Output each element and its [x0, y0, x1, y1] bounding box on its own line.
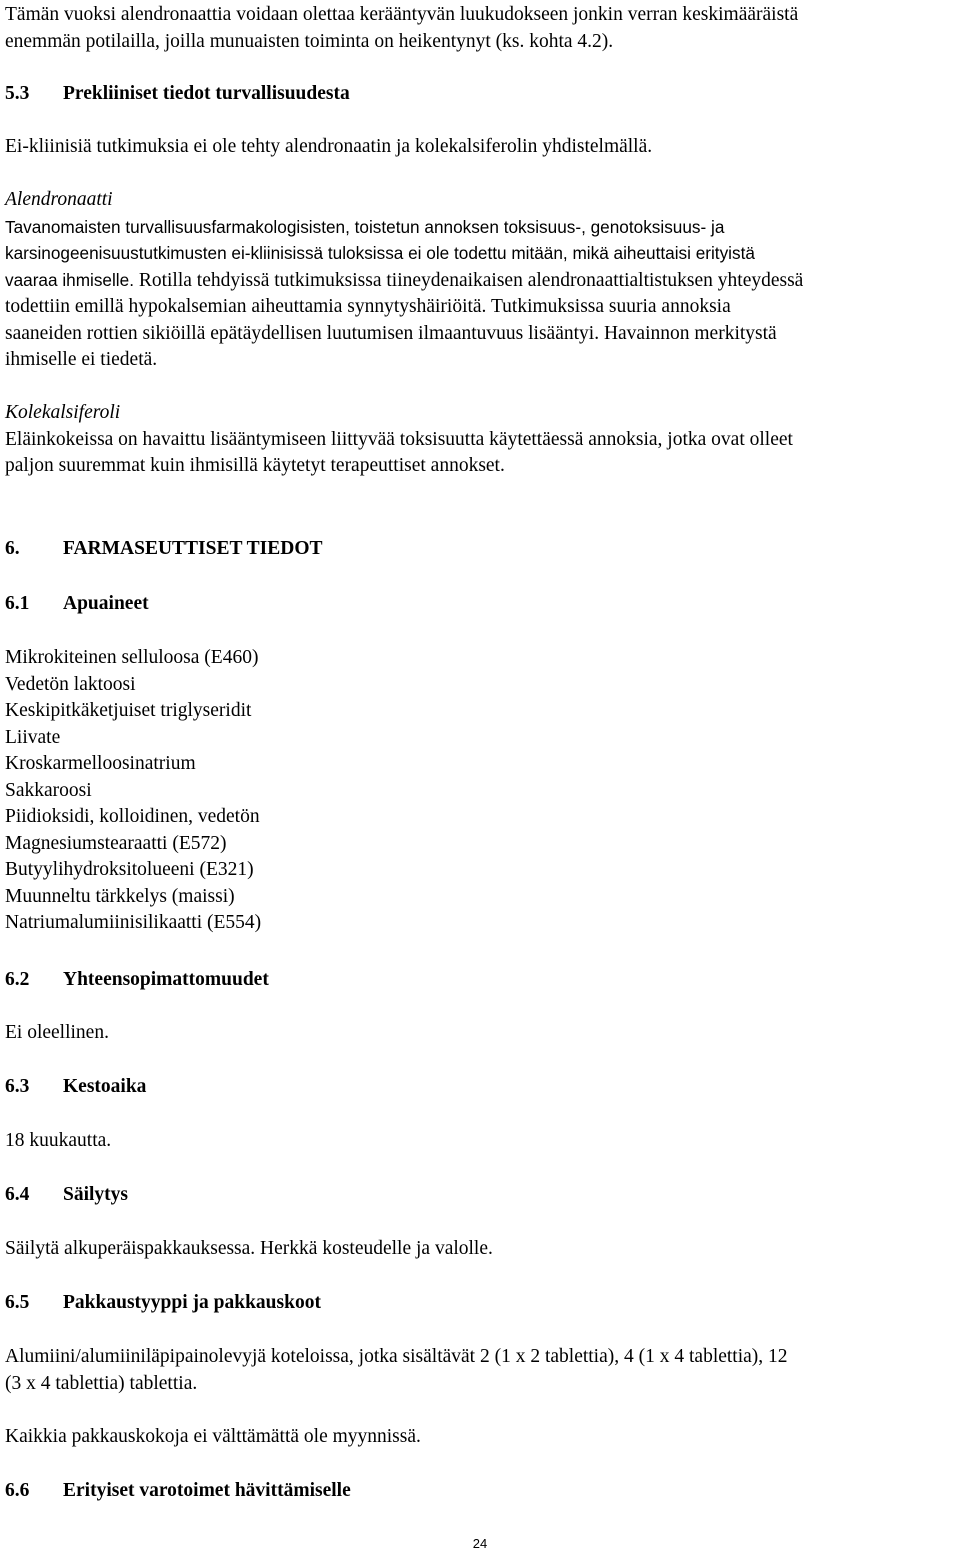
- section-title: Erityiset varotoimet hävittämiselle: [63, 1480, 351, 1501]
- section-number: 6.5: [5, 1292, 30, 1313]
- section-title: Pakkaustyyppi ja pakkauskoot: [63, 1292, 321, 1313]
- section-number: 6.: [5, 538, 20, 559]
- list-item: Natriumalumiinisilikaatti (E554): [5, 912, 262, 933]
- section-title: Prekliiniset tiedot turvallisuudesta: [63, 83, 350, 104]
- excipient-list: [5, 645, 261, 937]
- section-title: Yhteensopimattomuudet: [63, 969, 269, 990]
- section-heading-6-6: [5, 1478, 351, 1505]
- alendronaatti-block: [5, 187, 803, 374]
- section-heading-6-2: [5, 967, 269, 994]
- section-number: 6.1: [5, 593, 30, 614]
- intro-line: Tämän vuoksi alendronaattia voidaan olettaa kerääntyvän luukudokseen jonkin verran keskimääräistä: [5, 4, 799, 25]
- section-heading-6-3: [5, 1074, 146, 1101]
- page-number: 24: [472, 1536, 488, 1551]
- list-item: Butyylihydroksitolueeni (E321): [5, 859, 254, 880]
- section-6-4-text: Säilytä alkuperäispakkauksessa. Herkkä kosteudelle ja valolle.: [5, 1238, 493, 1259]
- kolekalsiferoli-line: Eläinkokeissa on havaittu lisääntymiseen liittyvää toksisuutta käytettäessä annoksia, jotka ovat olleet: [5, 428, 793, 450]
- section-6-5-text: [5, 1344, 788, 1397]
- alendronaatti-line: todettiin emillä hypokalsemian aiheuttamia synnytyshäiriöitä. Tutkimuksissa suuria annoksia: [5, 296, 731, 317]
- list-item: Vedetön laktoosi: [5, 673, 136, 695]
- intro-line: enemmän potilailla, joilla munuaisten toiminta on heikentynyt (ks. kohta 4.2).: [5, 30, 614, 52]
- alendronaatti-line: vaaraa ihmiselle.: [5, 269, 134, 290]
- intro-paragraph: [5, 2, 798, 55]
- list-item: Liivate: [5, 726, 61, 748]
- subheading-kolekalsiferoli: Kolekalsiferoli: [5, 402, 121, 423]
- alendronaatti-line: Rotilla tehdyissä tutkimuksissa tiineydenaikaisen alendronaattialtistuksen yhteydessä: [133, 269, 804, 291]
- section-title: FARMASEUTTISET TIEDOT: [63, 538, 323, 559]
- section-6-5-line: Alumiini/alumiiniläpipainolevyjä koteloissa, jotka sisältävät 2 (1 x 2 tablettia), 4 (1 x 4 tablettia), 12: [5, 1346, 788, 1367]
- alendronaatti-line: Tavanomaisten turvallisuusfarmakologisisten, toistetun annoksen toksisuus-, genotoksisuus- ja: [5, 216, 725, 237]
- section-number: 6.4: [5, 1184, 30, 1205]
- list-item: Muunneltu tärkkelys (maissi): [5, 885, 235, 907]
- section-title: Apuaineet: [63, 593, 149, 614]
- section-6-2-text: Ei oleellinen.: [5, 1022, 109, 1043]
- section-heading-6-4: [5, 1182, 128, 1209]
- alendronaatti-line: karsinogeenisuustutkimusten ei-kliinisissä tuloksissa ei ole todettu mitään, mikä aiheuttaisi erityistä: [5, 243, 755, 263]
- section-6-3-text: 18 kuukautta.: [5, 1130, 112, 1151]
- section-title: Kestoaika: [63, 1076, 147, 1097]
- section-heading-5-3: [5, 81, 350, 108]
- kolekalsiferoli-line: paljon suuremmat kuin ihmisillä käytetyt terapeuttiset annokset.: [5, 455, 505, 476]
- alendronaatti-line: ihmiselle ei tiedetä.: [5, 349, 158, 370]
- section-number: 5.3: [5, 83, 30, 104]
- section-6-5-line: (3 x 4 tablettia) tablettia.: [5, 1372, 198, 1394]
- kolekalsiferoli-block: [5, 400, 793, 480]
- list-item: Magnesiumstearaatti (E572): [5, 832, 227, 854]
- section-number: 6.6: [5, 1480, 30, 1501]
- section-5-3-text: Ei-kliinisiä tutkimuksia ei ole tehty alendronaatin ja kolekalsiferolin yhdistelmällä.: [5, 136, 653, 157]
- section-heading-6-5: [5, 1290, 321, 1317]
- alendronaatti-line: saaneiden rottien sikiöillä epätäydellisen luutumisen ilmaantuvuus lisääntyi. Havainnon merkitystä: [5, 322, 777, 344]
- subheading-alendronaatti: Alendronaatti: [5, 189, 113, 210]
- list-item: Keskipitkäketjuiset triglyseridit: [5, 700, 252, 721]
- section-title: Säilytys: [63, 1184, 129, 1205]
- list-item: Mikrokiteinen selluloosa (E460): [5, 647, 259, 668]
- list-item: Sakkaroosi: [5, 779, 92, 801]
- section-number: 6.3: [5, 1076, 30, 1097]
- section-heading-6-1: [5, 591, 149, 618]
- section-6-5-note: Kaikkia pakkauskokoja ei välttämättä ole myynnissä.: [5, 1426, 421, 1447]
- section-number: 6.2: [5, 969, 30, 990]
- section-heading-6: [5, 536, 323, 563]
- list-item: Kroskarmelloosinatrium: [5, 753, 196, 774]
- list-item: Piidioksidi, kolloidinen, vedetön: [5, 806, 260, 827]
